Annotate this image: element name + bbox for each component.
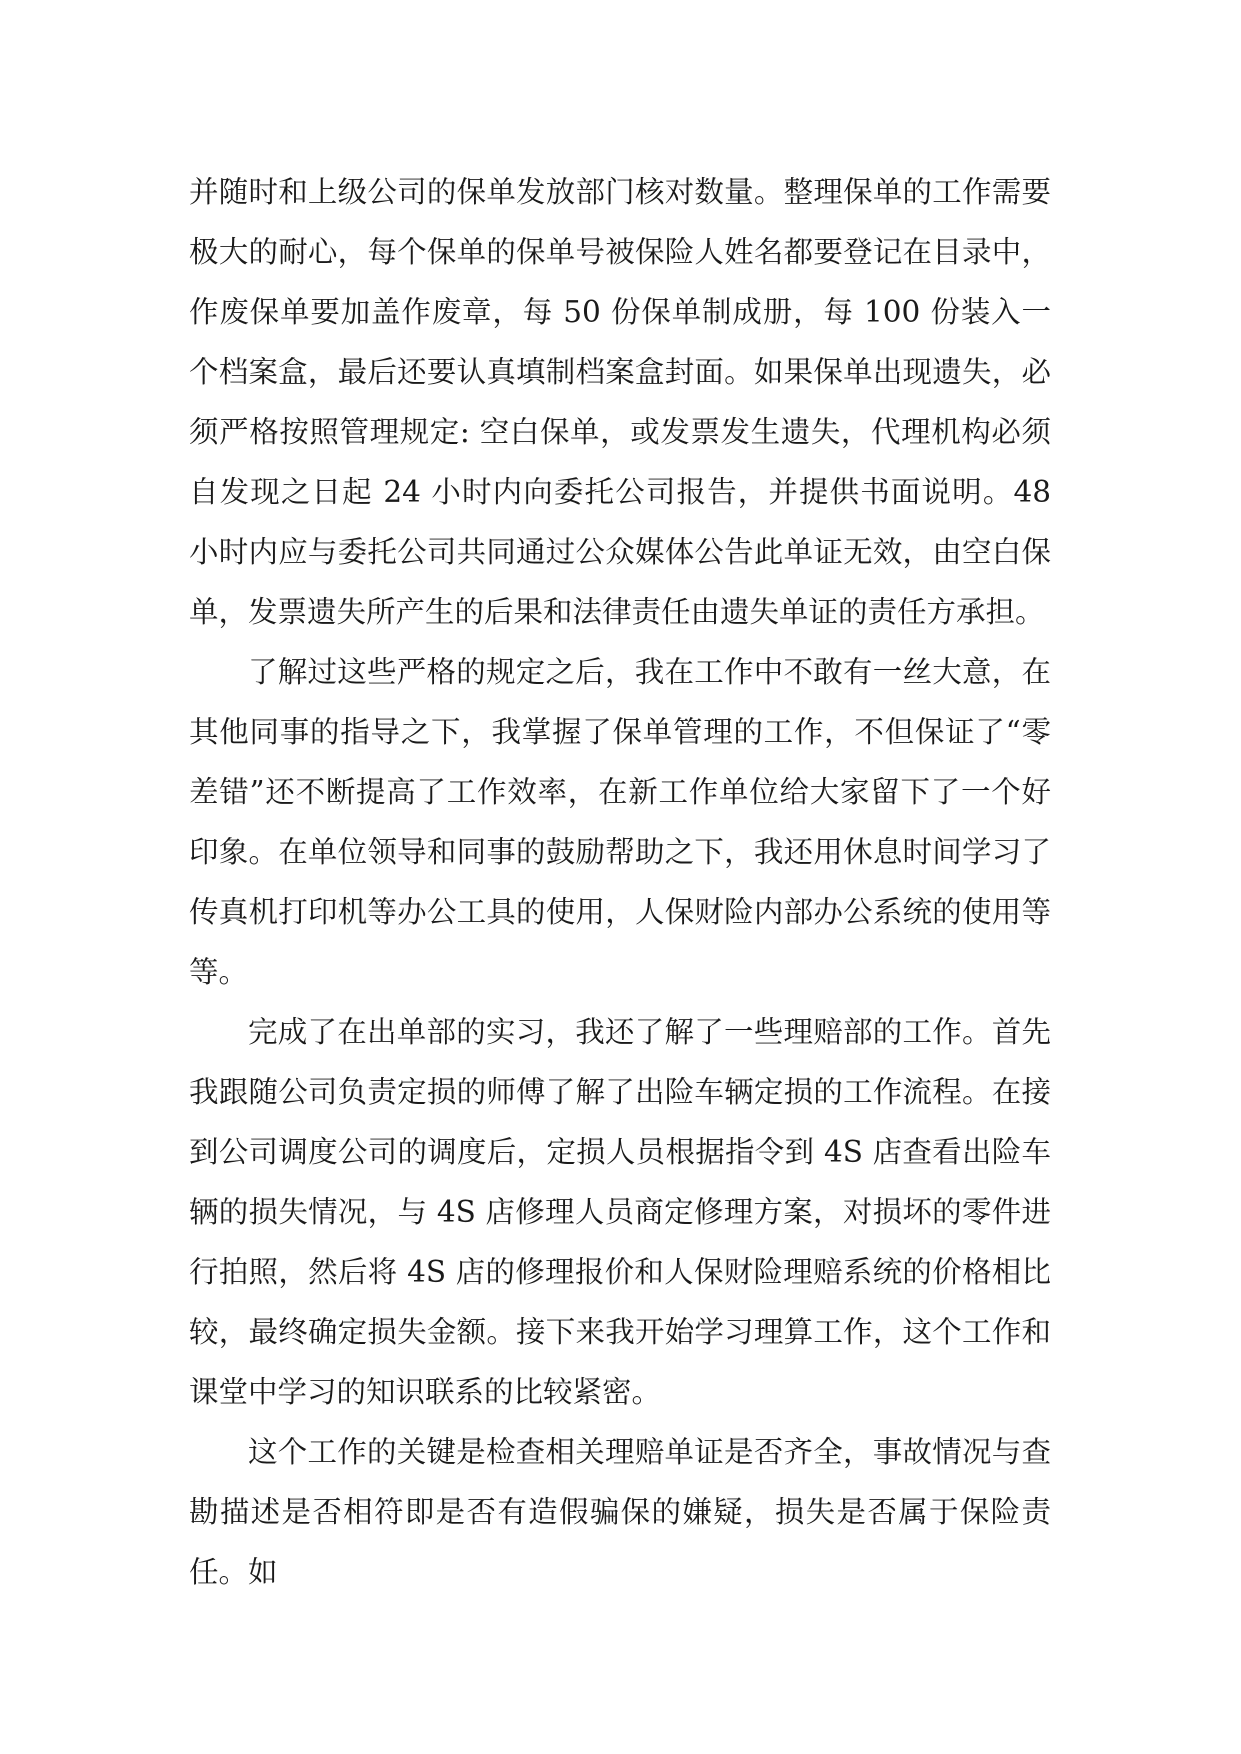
paragraph-3: 完成了在出单部的实习，我还了解了一些理赔部的工作。首先我跟随公司负责定损的师傅了解了出险车辆定损的工作流程。在接到公司调度公司的调度后，定损人员根据指令到 4S 店查看出险车辆的损失情况，与 4S 店修理人员商定修理方案，对损坏的零件进行拍照，然后将 4S 店的修理报价和人保财险理赔系统的价格相比较，最终确定损失金额。接下来我开始学习理算工作，这个工作和课堂中学习的知识联系的比较紧密。 bbox=[189, 1015, 1051, 1409]
paragraph-1: 并随时和上级公司的保单发放部门核对数量。整理保单的工作需要极大的耐心，每个保单的保单号被保险人姓名都要登记在目录中，作废保单要加盖作废章，每 50 份保单制成册，每 100 份装入一个档案盒，最后还要认真填制档案盒封面。如果保单出现遗失，必须严格按照管理规定: 空白保单，或发票发生遗失，代理机构必须自发现之日起 24 小时内向委托公司报告，并提供书面说明。48 小时内应与委托公司共同通过公众媒体公告此单证无效，由空白保单，发票遗失所产生的后果和法律责任由遗失单证的责任方承担。 bbox=[189, 175, 1051, 629]
document-body bbox=[189, 162, 1051, 1602]
paragraph-2: 了解过这些严格的规定之后，我在工作中不敢有一丝大意，在其他同事的指导之下，我掌握了保单管理的工作，不但保证了“零差错”还不断提高了工作效率，在新工作单位给大家留下了一个好印象。在单位领导和同事的鼓励帮助之下，我还用休息时间学习了传真机打印机等办公工具的使用，人保财险内部办公系统的使用等等。 bbox=[189, 655, 1051, 989]
paragraph-4: 这个工作的关键是检查相关理赔单证是否齐全，事故情况与查勘描述是否相符即是否有造假骗保的嫌疑，损失是否属于保险责任。如 bbox=[189, 1435, 1051, 1589]
